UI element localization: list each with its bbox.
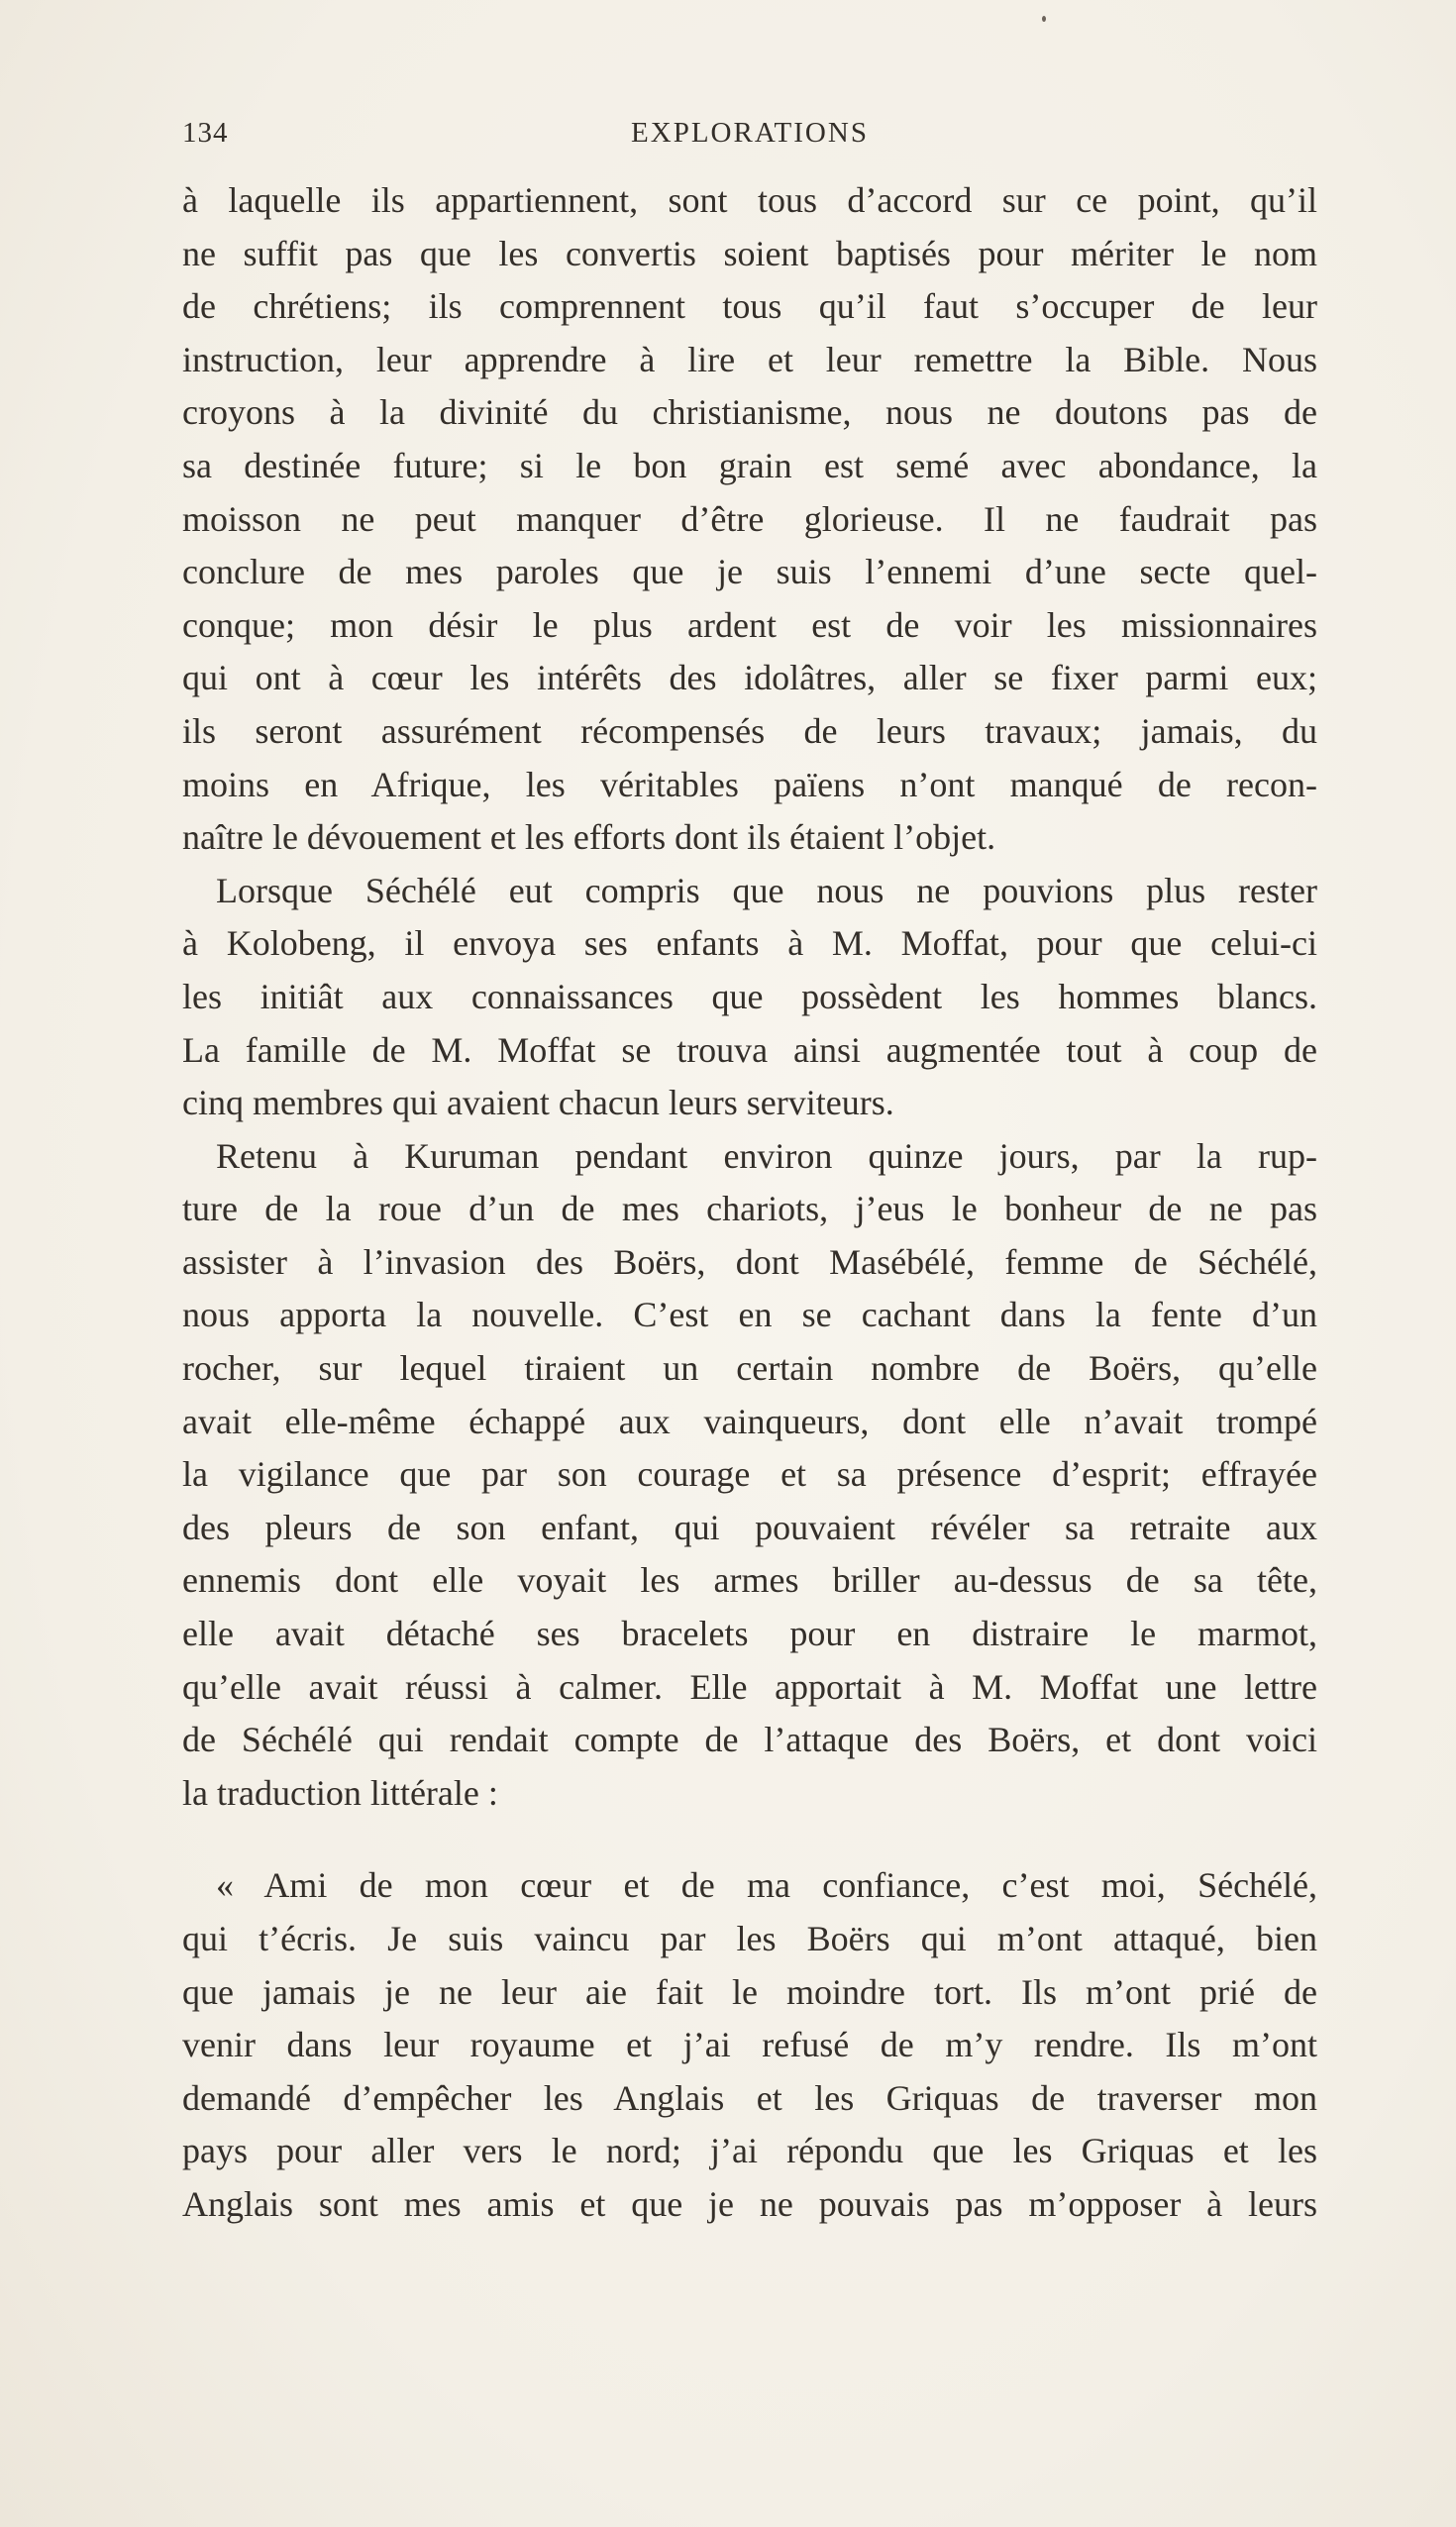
paragraph — [182, 865, 1317, 1130]
text-line: des pleurs de son enfant, qui pouvaient révéler sa retraite aux — [182, 1507, 1317, 1547]
body-text — [182, 174, 1317, 2232]
text-line: pays pour aller vers le nord; j’ai répondu que les Griquas et les — [182, 2131, 1317, 2171]
paragraph — [182, 174, 1317, 865]
ink-speck — [1042, 16, 1046, 22]
text-line: qu’elle avait réussi à calmer. Elle apportait à M. Moffat une lettre — [182, 1666, 1317, 1707]
text-line: sa destinée future; si le bon grain est semé avec abondance, la — [182, 445, 1317, 485]
text-line: à Kolobeng, il envoya ses enfants à M. Moffat, pour que celui-ci — [182, 923, 1317, 964]
text-line: rocher, sur lequel tiraient un certain nombre de Boërs, qu’elle — [182, 1348, 1317, 1389]
quoted-letter-paragraph — [182, 1859, 1317, 2231]
text-line: La famille de M. Moffat se trouva ainsi augmentée tout à coup de — [182, 1029, 1317, 1070]
text-line: de chrétiens; ils comprennent tous qu’il faut s’occuper de leur — [182, 286, 1317, 327]
text-line: instruction, leur apprendre à lire et leur remettre la Bible. Nous — [182, 339, 1317, 379]
text-line: de Séchélé qui rendait compte de l’attaque des Boërs, et dont voici — [182, 1720, 1317, 1760]
text-line: les initiât aux connaissances que possèdent les hommes blancs. — [182, 976, 1317, 1016]
text-line: croyons à la divinité du christianisme, nous ne doutons pas de — [182, 392, 1317, 433]
text-line: conclure de mes paroles que je suis l’ennemi d’une secte quel- — [182, 552, 1317, 592]
text-line: conque; mon désir le plus ardent est de voir les missionnaires — [182, 604, 1317, 645]
text-line: qui ont à cœur les intérêts des idolâtres, aller se fixer parmi eux; — [182, 658, 1317, 698]
text-line: que jamais je ne leur aie fait le moindre tort. Ils m’ont prié de — [182, 1971, 1317, 2012]
running-head — [182, 117, 1317, 157]
text-line: qui t’écris. Je suis vaincu par les Boërs qui m’ont attaqué, bien — [182, 1919, 1317, 1958]
page-number: 134 — [182, 117, 229, 149]
text-line: ne suffit pas que les convertis soient baptisés pour mériter le nom — [182, 233, 1317, 273]
text-line: venir dans leur royaume et j’ai refusé de m’y rendre. Ils m’ont — [182, 2025, 1317, 2065]
text-line: « Ami de mon cœur et de ma confiance, c’est moi, Séchélé, — [216, 1865, 1317, 1906]
text-line: ils seront assurément récompensés de leurs travaux; jamais, du — [182, 710, 1317, 751]
text-line: cinq membres qui avaient chacun leurs serviteurs. — [182, 1083, 894, 1123]
text-line: la vigilance que par son courage et sa présence d’esprit; effrayée — [182, 1454, 1317, 1495]
paragraph — [182, 1130, 1317, 1821]
text-line: assister à l’invasion des Boërs, dont Masébélé, femme de Séchélé, — [182, 1241, 1317, 1282]
text-line: nous apporta la nouvelle. C’est en se cachant dans la fente d’un — [182, 1295, 1317, 1335]
text-line: elle avait détaché ses bracelets pour en distraire le marmot, — [182, 1614, 1317, 1654]
text-line: la traduction littérale : — [182, 1772, 498, 1813]
text-line: Anglais sont mes amis et que je ne pouvais pas m’opposer à leurs — [182, 2183, 1317, 2224]
text-line: demandé d’empêcher les Anglais et les Griquas de traverser mon — [182, 2077, 1317, 2118]
text-line: naître le dévouement et les efforts dont ils étaient l’objet. — [182, 817, 996, 858]
text-line: Lorsque Séchélé eut compris que nous ne pouvions plus rester — [216, 870, 1317, 910]
text-line: avait elle-même échappé aux vainqueurs, dont elle n’avait trompé — [182, 1401, 1317, 1441]
text-line: moisson ne peut manquer d’être glorieuse. Il ne faudrait pas — [182, 498, 1317, 539]
text-line: Retenu à Kuruman pendant environ quinze jours, par la rup- — [216, 1135, 1317, 1176]
text-line: à laquelle ils appartiennent, sont tous d’accord sur ce point, qu’il — [182, 180, 1317, 220]
text-line: ennemis dont elle voyait les armes briller au-dessus de sa tête, — [182, 1560, 1317, 1601]
running-title: EXPLORATIONS — [631, 117, 869, 149]
text-line: ture de la roue d’un de mes chariots, j’eus le bonheur de ne pas — [182, 1189, 1317, 1229]
text-line: moins en Afrique, les véritables païens n’ont manqué de recon- — [182, 764, 1317, 804]
